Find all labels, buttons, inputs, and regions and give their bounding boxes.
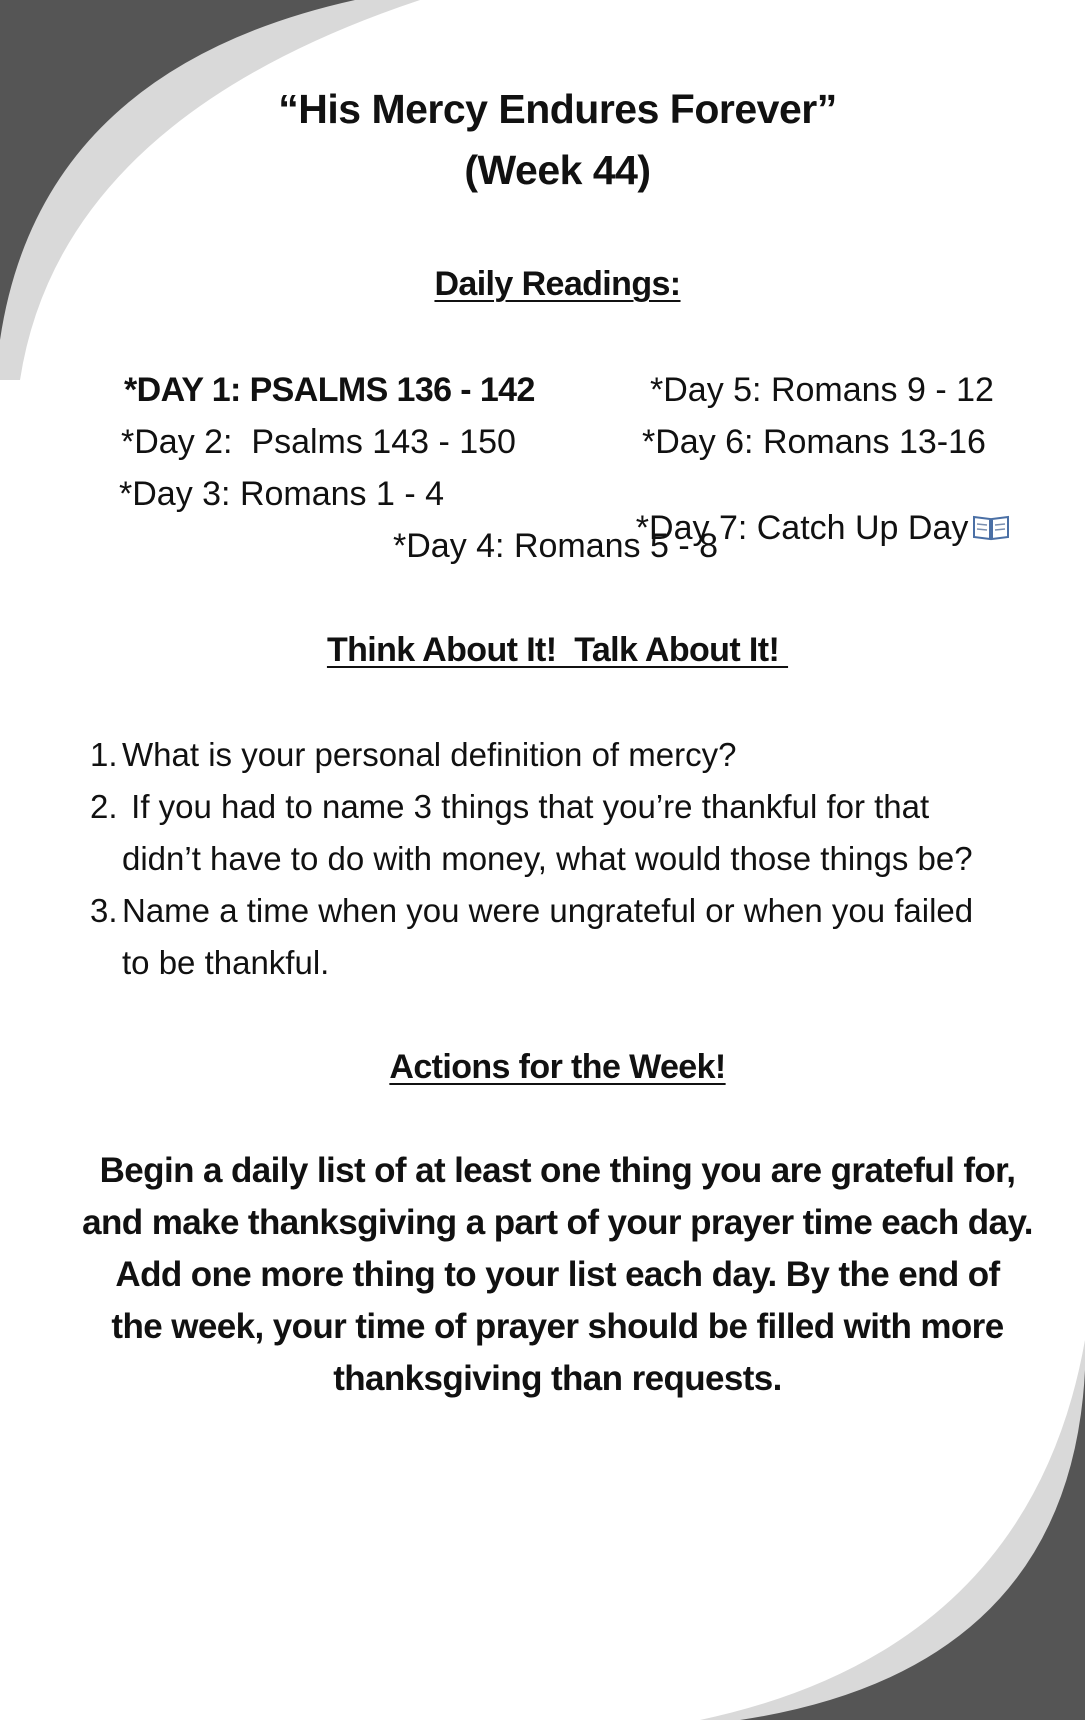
reading-day-5: *Day 5: Romans 9 - 12	[650, 371, 994, 409]
question-number: 2.	[90, 788, 118, 825]
daily-readings-heading: Daily Readings:	[434, 265, 681, 303]
discussion-heading: Think About It! Talk About It!	[326, 631, 789, 669]
action-line-4: the week, your time of prayer should be filled with more	[111, 1307, 1004, 1346]
action-line-1: Begin a daily list of at least one thing you are grateful for,	[99, 1151, 1016, 1190]
action-line-2: and make thanksgiving a part of your prayer time each day.	[82, 1203, 1033, 1242]
question-3-line-1: Name a time when you were ungrateful or when you failed	[122, 892, 974, 929]
open-book-icon	[972, 513, 1010, 547]
reading-day-3: *Day 3: Romans 1 - 4	[119, 475, 445, 513]
question-number: 3.	[90, 892, 118, 929]
question-1-line-1: What is your personal definition of mercy?	[122, 736, 737, 773]
week-number-title: (Week 44)	[464, 147, 651, 193]
question-number: 1.	[90, 736, 118, 773]
action-line-3: Add one more thing to your list each day. By the end of	[115, 1255, 1000, 1294]
reading-day-7-row	[598, 477, 1010, 581]
question-2-line-2: didn’t have to do with money, what would those things be?	[122, 840, 973, 877]
reading-day-4: *Day 4: Romans 5 - 8	[393, 527, 719, 565]
question-3-line-2: to be thankful.	[122, 944, 330, 981]
action-line-5: thanksgiving than requests.	[333, 1359, 782, 1398]
reading-day-1: *DAY 1: PSALMS 136 - 142	[124, 371, 535, 409]
question-2-line-1: If you had to name 3 things that you’re thankful for that	[122, 788, 930, 825]
actions-heading: Actions for the Week!	[389, 1048, 726, 1086]
reading-day-7: *Day 7: Catch Up Day	[635, 509, 969, 547]
page-title: “His Mercy Endures Forever”	[278, 86, 837, 132]
reading-day-6: *Day 6: Romans 13-16	[642, 423, 986, 461]
reading-day-2: *Day 2: Psalms 143 - 150	[121, 423, 516, 461]
